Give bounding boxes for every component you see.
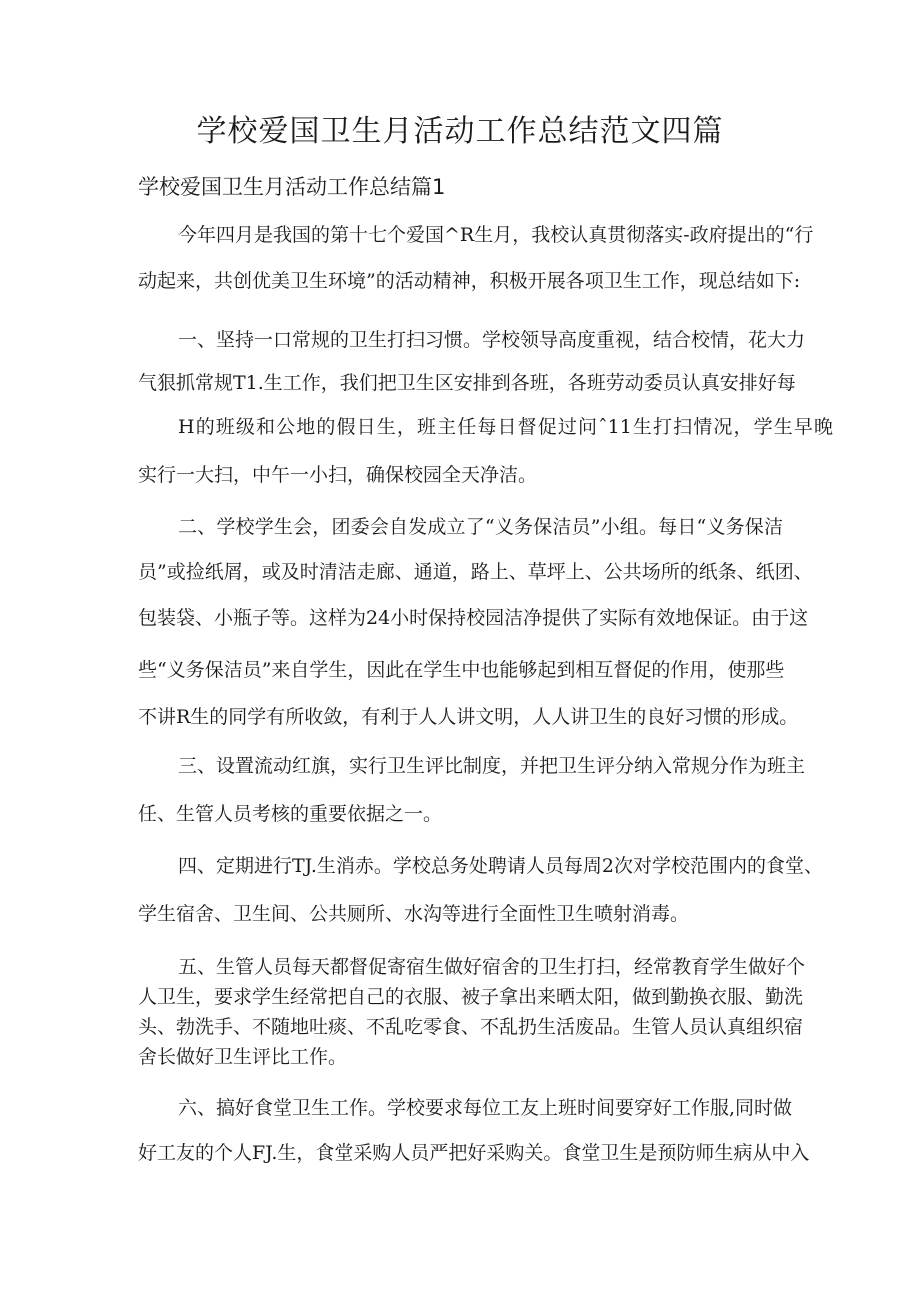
paragraph-line: 好工友的个人FJ.生，食堂采购人员严把好采购关。食堂卫生是预防师生病从中入 bbox=[138, 1142, 810, 1164]
paragraph-line: 一、坚持一口常规的卫生打扫习惯。学校领导高度重视，结合校情，花大力 bbox=[178, 329, 806, 351]
paragraph-line: 三、设置流动红旗，实行卫生评比制度，并把卫生评分纳入常规分作为班主 bbox=[178, 755, 806, 777]
paragraph-line: 气狠抓常规T1.生工作，我们把卫生区安排到各班，各班劳动委员认真安排好每 bbox=[138, 372, 796, 394]
paragraph-line: H的班级和公地的假日生，班主任每日督促过问ˆ11生打扫情况，学生早晚 bbox=[178, 416, 833, 438]
document-title: 学校爱国卫生月活动工作总结范文四篇 bbox=[196, 114, 724, 149]
paragraph-line: 学生宿舍、卫生间、公共厕所、水沟等进行全面性卫生喷射消毒。 bbox=[138, 903, 690, 925]
paragraph-line: 任、生管人员考核的重要依据之一。 bbox=[138, 803, 443, 825]
paragraph-line: 头、勃洗手、不随地吐痰、不乱吃零食、不乱扔生活废品。生管人员认真组织宿 bbox=[138, 1016, 804, 1038]
paragraph-line: 员”或捡纸屑，或及时清洁走廊、通道，路上、草坪上、公共场所的纸条、纸团、 bbox=[138, 561, 813, 583]
paragraph-line: 舍长做好卫生评比工作。 bbox=[138, 1046, 348, 1068]
paragraph-line: 些“义务保洁员”来自学生，因此在学生中也能够起到相互督促的作用，使那些 bbox=[138, 659, 785, 681]
paragraph-line: 今年四月是我国的第十七个爱国^R生月，我校认真贯彻落实-政府提出的“行 bbox=[178, 224, 814, 246]
paragraph-line: 动起来，共创优美卫生环境”的活动精神，积极开展各项卫生工作，现总结如下: bbox=[138, 270, 801, 292]
paragraph-line: 二、学校学生会，团委会自发成立了“义务保洁员”小组。每日“义务保洁 bbox=[178, 516, 783, 538]
paragraph-line: 不讲R生的同学有所收敛，有利于人人讲文明，人人讲卫生的良好习惯的形成。 bbox=[138, 706, 799, 728]
paragraph-line: 实行一大扫，中午一小扫，确保校园全天净洁。 bbox=[138, 464, 538, 486]
paragraph-line: 人卫生，要求学生经常把自己的衣服、被子拿出来晒太阳，做到勤换衣服、勤洗 bbox=[138, 986, 804, 1008]
paragraph-line: 五、生管人员每天都督促寄宿生做好宿舍的卫生打扫，经常教育学生做好个 bbox=[178, 956, 806, 978]
paragraph-line: 包装袋、小瓶子等。这样为24小时保持校园洁净提供了实际有效地保证。由于这 bbox=[138, 607, 809, 629]
paragraph-line: 四、定期进行TJ.生消赤。学校总务处聘请人员每周2次对学校范围内的食堂、 bbox=[178, 855, 823, 877]
paragraph-line: 六、搞好食堂卫生工作。学校要求每位工友上班时间要穿好工作服,同时做 bbox=[178, 1097, 793, 1119]
section-heading: 学校爱国卫生月活动工作总结篇1 bbox=[138, 175, 446, 199]
